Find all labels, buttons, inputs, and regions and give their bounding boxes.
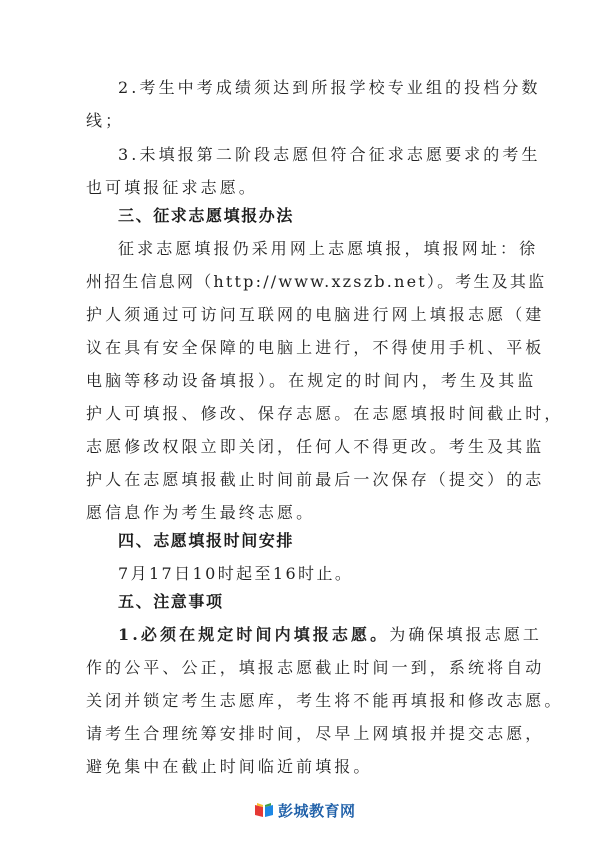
section-3-para-line-5: 电脑等移动设备填报）。在规定的时间内，考生及其监 xyxy=(86,371,537,390)
notice-1-line-1 xyxy=(118,625,558,645)
notice-1-line-4: 请考生合理统筹安排时间，尽早上网填报并提交志愿， xyxy=(86,724,545,743)
logo-text: 彭城教育网 xyxy=(278,801,356,820)
section-3-heading: 三、征求志愿填报办法 xyxy=(118,206,295,225)
section-3-para-line-4: 议在具有安全保障的电脑上进行，不得使用手机、平板 xyxy=(86,338,545,357)
notice-1-line-5: 避免集中在截止时间临近前填报。 xyxy=(86,757,373,776)
notice-1-rest: 为确保填报志愿工 xyxy=(389,625,543,644)
section-3-para-line-3: 护人须通过可访问互联网的电脑进行网上填报志愿（建 xyxy=(86,305,545,324)
section-3-para-line-6: 护人可填报、修改、保存志愿。在志愿填报时间截止时， xyxy=(86,404,564,423)
section-3-para-line-2: 州招生信息网（http://www.xzszb.net）。考生及其监 xyxy=(86,272,547,291)
section-3-para-line-1: 征求志愿填报仍采用网上志愿填报，填报网址：徐 xyxy=(118,239,539,258)
section-4-heading: 四、志愿填报时间安排 xyxy=(118,531,295,550)
section-5-heading: 五、注意事项 xyxy=(118,592,224,611)
item-2-line-1: 2.考生中考成绩须达到所报学校专业组的投档分数 xyxy=(118,78,541,97)
notice-1-bold-lead: 1.必须在规定时间内填报志愿。 xyxy=(118,625,390,644)
section-3-para-line-9: 愿信息作为考生最终志愿。 xyxy=(86,503,316,522)
item-3-line-1: 3.未填报第二阶段志愿但符合征求志愿要求的考生 xyxy=(118,145,541,164)
section-3-para-line-8: 护人在志愿填报截止时间前最后一次保存（提交）的志 xyxy=(86,470,545,489)
notice-1-line-2: 作的公平、公正，填报志愿截止时间一到，系统将自动 xyxy=(86,658,545,677)
notice-1-line-3: 关闭并锁定考生志愿库，考生将不能再填报和修改志愿。 xyxy=(86,691,564,710)
item-2-line-2: 线； xyxy=(86,111,125,130)
section-3-para-line-7: 志愿修改权限立即关闭，任何人不得更改。考生及其监 xyxy=(86,437,545,456)
schedule-text: 7月17日10时起至16时止。 xyxy=(118,564,354,583)
footer-logo[interactable] xyxy=(254,800,356,820)
item-3-line-2: 也可填报征求志愿。 xyxy=(86,178,258,197)
book-logo-icon xyxy=(254,802,274,818)
